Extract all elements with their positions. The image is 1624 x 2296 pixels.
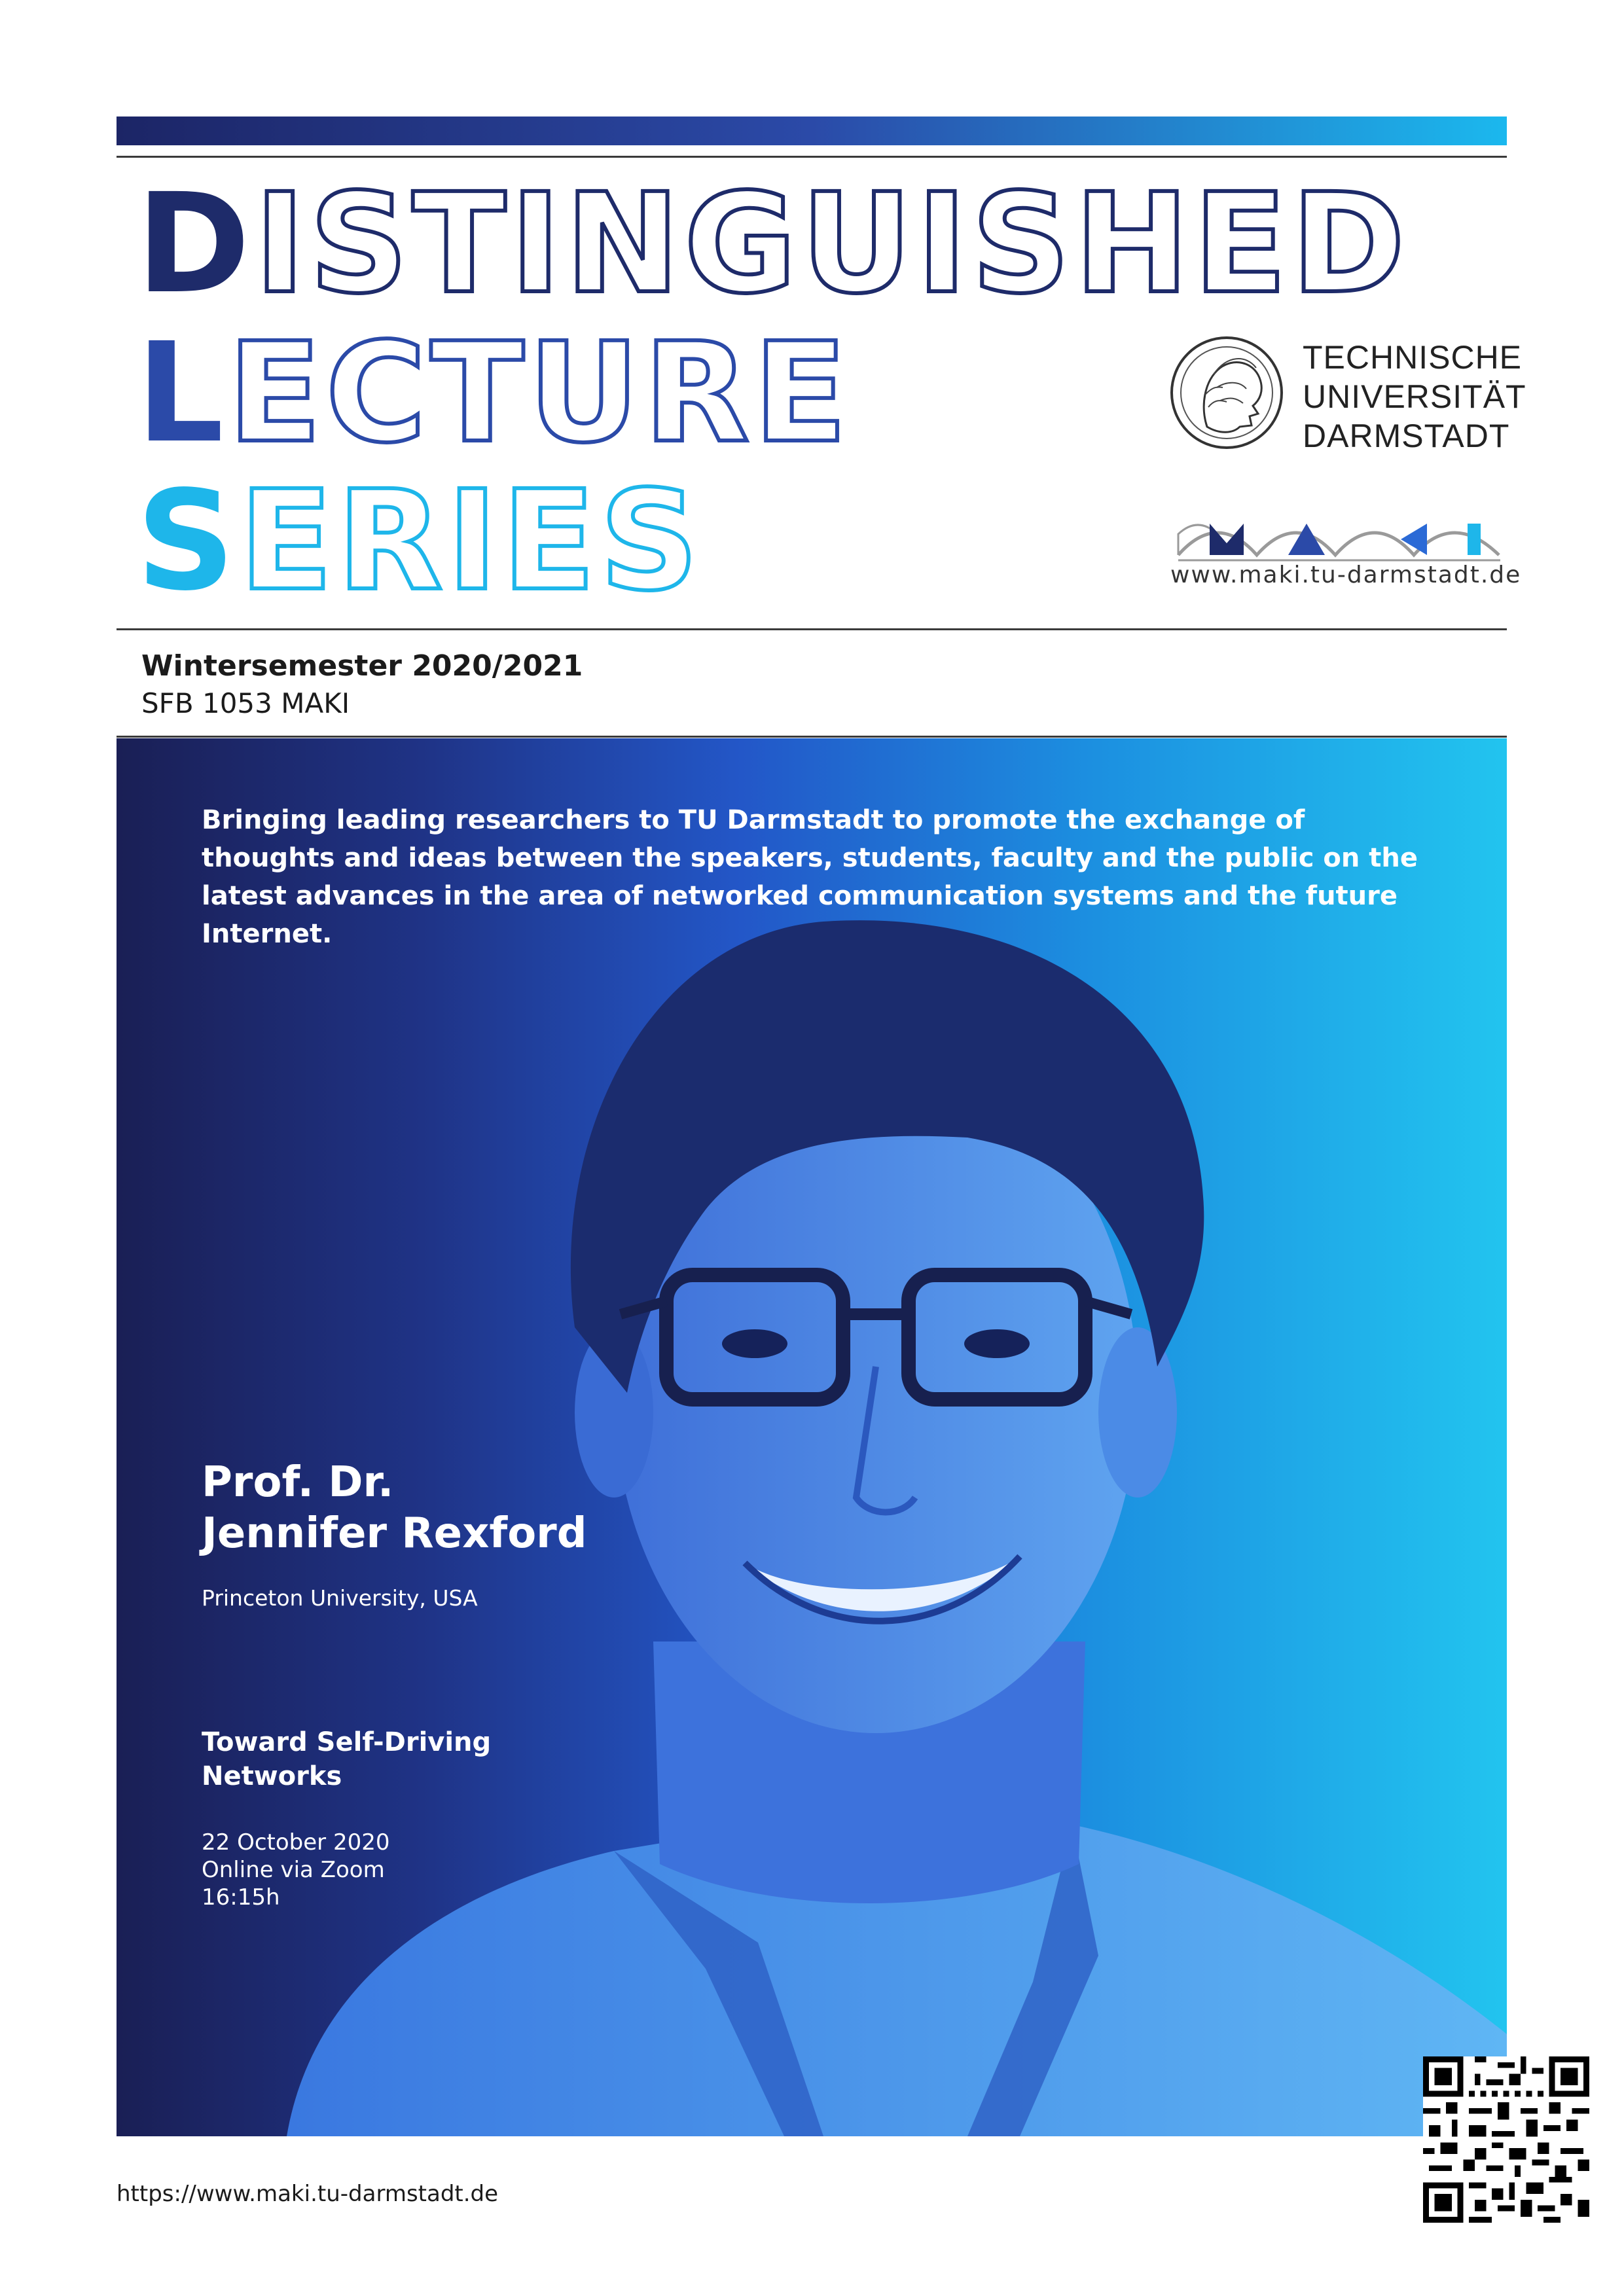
- maki-logo-url: www.maki.tu-darmstadt.de: [1170, 562, 1522, 588]
- tu-darmstadt-wordmark: [1303, 338, 1526, 456]
- title-rest-lecture: ECTURE: [227, 313, 852, 473]
- talk-time: 16:15h: [202, 1884, 280, 1910]
- speaker-title-line1: Prof. Dr.: [202, 1458, 394, 1507]
- speaker-title-line2: Jennifer Rexford: [202, 1509, 587, 1558]
- semester-rule-top: [117, 628, 1507, 630]
- semester-term: Wintersemester 2020/2021: [141, 649, 583, 683]
- semester-program: SFB 1053 MAKI: [141, 687, 350, 719]
- title-rest-series: ERIES: [239, 461, 703, 621]
- footer-url: https://www.maki.tu-darmstadt.de: [117, 2181, 499, 2207]
- speaker-name: [202, 1457, 587, 1559]
- hero-panel: [117, 738, 1507, 2136]
- tu-line-3: DARMSTADT: [1303, 418, 1510, 454]
- title-line-distinguished: [136, 164, 1409, 324]
- header-gradient-bar: [117, 117, 1507, 145]
- talk-title-line1: Toward Self-Driving: [202, 1727, 492, 1757]
- intro-text: Bringing leading researchers to TU Darmstadt to promote the exchange of thoughts and ideas between the speakers, students, faculty and the public on the latest advances in the area of networked communication systems and the future Internet.: [202, 805, 1418, 949]
- title-line-series: [136, 461, 703, 621]
- title-rest-distinguished: ISTINGUISHED: [254, 164, 1409, 324]
- talk-details: [202, 1829, 389, 1911]
- header-rule: [117, 156, 1507, 158]
- qr-code-icon[interactable]: [1423, 2056, 1589, 2223]
- talk-title-line2: Networks: [202, 1761, 342, 1791]
- tu-line-1: TECHNISCHE: [1303, 339, 1523, 376]
- tu-darmstadt-logo: [1168, 329, 1526, 459]
- title-line-lecture: [136, 313, 852, 473]
- talk-title: [202, 1725, 491, 1793]
- title-initial-l: L: [136, 313, 228, 473]
- talk-location: Online via Zoom: [202, 1857, 385, 1883]
- semester-rule-bottom: [117, 736, 1507, 738]
- talk-date: 22 October 2020: [202, 1829, 390, 1856]
- speaker-affiliation: Princeton University, USA: [202, 1585, 478, 1611]
- athena-seal-icon: [1168, 329, 1286, 457]
- title-initial-s: S: [136, 461, 240, 621]
- tu-line-2: UNIVERSITÄT: [1303, 378, 1526, 415]
- title-initial-d: D: [136, 164, 255, 324]
